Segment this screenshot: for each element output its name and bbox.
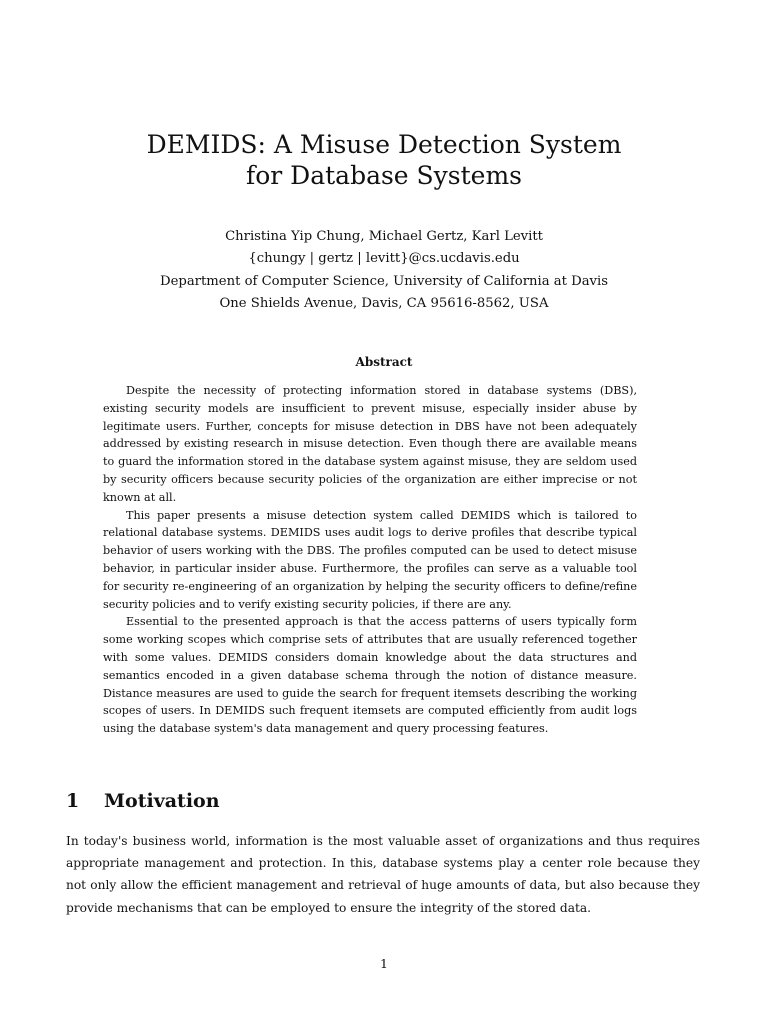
- section-heading: [66, 786, 220, 816]
- body-paragraph: In today's business world, information is the most valuable asset of organizations and thus requires appropriate management and protection. In this, database systems play a center role because they not only allow the efficient management and retrieval of huge amounts of data, but also because they provide mechanisms that can be employed to ensure the integrity of the stored data.: [66, 834, 700, 915]
- page-number: 1: [380, 956, 388, 971]
- section-number: 1: [66, 790, 80, 812]
- section-title: Motivation: [104, 790, 220, 812]
- author-names: Christina Yip Chung, Michael Gertz, Karl Levitt: [225, 229, 543, 244]
- paper-title: [90, 129, 678, 191]
- section-body: [66, 830, 700, 919]
- author-block: [90, 226, 678, 315]
- abstract-body: [103, 382, 637, 738]
- abstract-paragraph-3: Essential to the presented approach is that the access patterns of users typically form some working scopes which comprise sets of attributes that are usually referenced together with some values. DEMIDS considers domain knowledge about the data structures and semantics encoded in a given database schema through the notion of distance measure. Distance measures are used to guide the search for frequent itemsets describing the working scopes of users. In DEMIDS such frequent itemsets are computed efficiently from audit logs using the database system's data management and query processing features.: [103, 615, 637, 736]
- author-emails: {chungy | gertz | levitt}@cs.ucdavis.edu: [248, 251, 520, 267]
- author-address: One Shields Avenue, Davis, CA 95616-8562, USA: [219, 295, 549, 311]
- abstract-paragraph-1: Despite the necessity of protecting information stored in database systems (DBS), existing security models are insufficient to prevent misuse, especially insider abuse by legitimate users. Further, concepts for misuse detection in DBS have not been adequately addressed by existing research in misuse detection. Even though there are available means to guard the information stored in the database system against misuse, they are seldom used by security officers because security policies of the organization are either imprecise or not known at all.: [103, 384, 637, 504]
- author-affiliation: Department of Computer Science, University of California at Davis: [160, 273, 608, 289]
- title-line-2: for Database Systems: [245, 161, 523, 190]
- abstract-heading: Abstract: [355, 355, 413, 369]
- title-line-1: DEMIDS: A Misuse Detection System: [146, 130, 622, 159]
- abstract-paragraph-2: This paper presents a misuse detection system called DEMIDS which is tailored to relational database systems. DEMIDS uses audit logs to derive profiles that describe typical behavior of users working with the DBS. The profiles computed can be used to detect misuse behavior, in particular insider abuse. Furthermore, the profiles can serve as a valuable tool for security re-engineering of an organization by helping the security officers to define/refine security policies and to verify existing security policies, if there are any.: [103, 508, 637, 611]
